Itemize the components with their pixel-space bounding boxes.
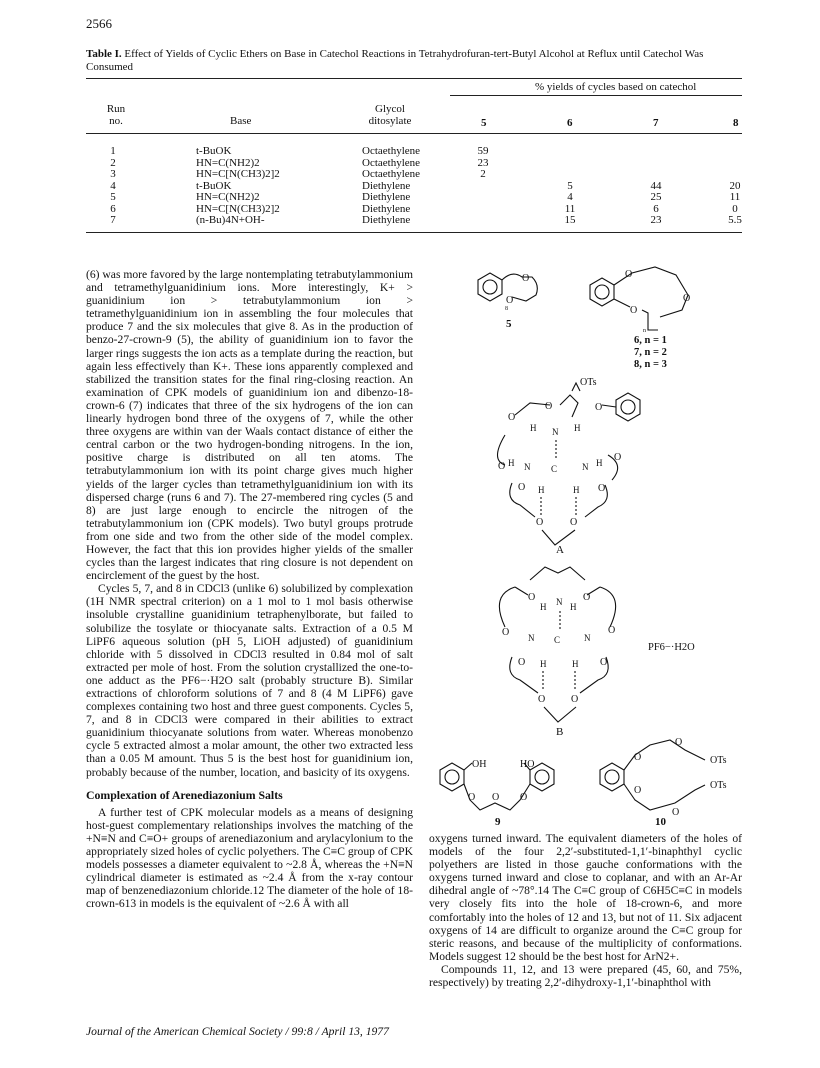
svg-text:O: O <box>492 792 500 803</box>
group-header-rule <box>450 95 742 96</box>
svg-text:C: C <box>554 635 561 645</box>
header-glycol: Glycol ditosylate <box>368 103 412 127</box>
svg-text:H: H <box>540 602 547 612</box>
table-cell-y7 <box>643 169 669 181</box>
svg-text:8: 8 <box>505 306 508 312</box>
svg-text:O: O <box>536 517 544 528</box>
table-cell-run: 4 <box>110 179 116 192</box>
label-B: B <box>556 726 564 738</box>
svg-text:N: N <box>528 633 535 643</box>
table-cell-y7: 25 <box>650 191 662 203</box>
left-text-column <box>86 268 413 911</box>
table-cell-glycol: Diethylene <box>362 202 411 215</box>
svg-text:O: O <box>583 592 591 603</box>
header-base: Base <box>230 115 252 127</box>
table-caption-text: Effect of Yields of Cyclic Ethers on Base in Catechol Reactions in Tetrahydrofuran-tert-Butyl Alcohol at Reflux until Catechol Was Consumed <box>86 48 704 73</box>
table-col-y8 <box>722 146 748 227</box>
table-cell-y7: 44 <box>650 179 662 192</box>
table-header-rule <box>86 133 742 134</box>
table-cell-run: 7 <box>110 214 116 226</box>
svg-text:O: O <box>468 792 476 803</box>
table-col-base <box>196 146 280 227</box>
svg-text:O: O <box>598 483 606 494</box>
table-col-y7 <box>643 146 669 227</box>
chemical-structures-figure <box>420 255 742 827</box>
table-cell-glycol: Octaethylene <box>362 145 421 157</box>
label-7: 7, n = 2 <box>634 347 667 358</box>
label-8: 8, n = 3 <box>634 359 667 370</box>
structure-A <box>498 377 641 556</box>
table-cell-y8: 5.5 <box>728 214 742 226</box>
table-cell-glycol: Diethylene <box>362 214 411 226</box>
journal-footer: Journal of the American Chemical Society / 99:8 / April 13, 1977 <box>86 1025 389 1038</box>
table-cell-y8: 11 <box>729 191 741 203</box>
svg-text:O: O <box>518 657 526 668</box>
table-cell-run: 2 <box>110 156 116 169</box>
table-cell-y7: 6 <box>653 202 659 215</box>
header-cycle-7: 7 <box>653 117 659 129</box>
page-number: 2566 <box>86 16 112 31</box>
header-run: Run no. <box>106 103 126 127</box>
table-col-y5 <box>470 146 496 227</box>
label-ots-2: OTs <box>710 780 727 791</box>
table-cell-y5 <box>470 192 496 204</box>
label-pf6: PF6−·H2O <box>648 642 695 653</box>
table-cell-y7: 23 <box>650 214 662 226</box>
table-cell-run: 5 <box>110 191 116 203</box>
table-cell-y6: 15 <box>564 214 576 226</box>
label-9: 9 <box>495 816 501 827</box>
section-heading: Complexation of Arenediazonium Salts <box>86 787 283 802</box>
svg-text:O: O <box>595 402 603 413</box>
header-cycle-5: 5 <box>481 117 487 129</box>
table-cell-y6 <box>557 169 583 181</box>
paragraph: Compounds 11, 12, and 13 were prepared (45, 60, and 75%, respectively) by treating 2,2′-dihydroxy-1,1′-binaphthol with <box>429 962 742 990</box>
svg-text:O: O <box>634 785 642 796</box>
svg-text:C: C <box>551 464 558 474</box>
svg-text:O: O <box>570 517 578 528</box>
table-cell-glycol: Octaethylene <box>362 168 421 180</box>
table-cell-glycol: Diethylene <box>362 179 411 192</box>
table-col-run <box>103 146 123 227</box>
table-cell-run: 1 <box>110 145 116 157</box>
table-cell-run: 3 <box>110 168 116 180</box>
table-group-header: % yields of cycles based on catechol <box>535 81 697 93</box>
table-cell-base: t-BuOK <box>196 179 232 192</box>
svg-text:O: O <box>672 807 680 818</box>
svg-text:O: O <box>675 737 683 748</box>
svg-text:H: H <box>530 423 537 433</box>
right-text-column <box>429 832 742 989</box>
paragraph: Cycles 5, 7, and 8 in CDCl3 (unlike 6) solubilized by complexation (1H NMR spectral criterion) on a 1 mol to 1 mol basis otherwise insoluble crystalline guanidinium tetraphenylborate, but failed to solubilize the tosylate or thiocyanate salts. Extraction of a 0.5 M LiPF6 aqueous solution (pH 5, LiOH adjusted) of guanidinium chloride with 5 dissolved in CDCl3 resulted in 0.84 mol of salt extracted per mole of host. From the solution crystallized the one-to-one adduct as the PF6−·H2O salt (probably structure B). Similar extractions of chloroform solutions of 7 and 8 (4 M LiPF6) gave complexes containing two host and three guest components. Cycles 5, 7, and 8 in CDCl3 were compared in their abilities to extract guanidinium thiocyanate solutions from water. Whereas monobenzo cycle 5 extracted almost a molar amount, the other two extracted less than a 0.05 M amount. Thus 5 is the best host for guanidinium ion, probably because of the number, location, and basicity of its oxygens. <box>86 582 413 779</box>
paragraph: oxygens turned inward. The equivalent diameters of the holes of models of the four 2,2′-substituted-1,1′-binaphthyl cyclic polyethers are listed in those gauche conformations with the oxygens turned inward and close to coplanar, and with an Ar-Ar dihedral angle of ~78°.14 The C≡C group of C6H5C≡C in models very closely fits into the hole of 18-crown-6, and more comfortably into the holes of 12 and 13, but not of 11. Six adjacent oxygens of 14 are difficult to organize around the C≡C group for steric reasons, and because of the multiplicity of conformations. Models suggest 12 should be the best host for ArN2+. <box>429 832 742 963</box>
svg-text:H: H <box>538 485 545 495</box>
table-col-glycol <box>362 146 420 227</box>
header-cycle-6: 6 <box>567 117 573 129</box>
label-ots-a: OTs <box>580 377 597 388</box>
header-cycle-8: 8 <box>733 117 739 129</box>
structure-10 <box>600 737 727 827</box>
table-cell-y8: 20 <box>729 179 741 192</box>
table-cell-base: t-BuOK <box>196 145 232 157</box>
table-top-rule <box>86 78 742 79</box>
label-10: 10 <box>655 816 666 827</box>
svg-text:H: H <box>596 458 603 468</box>
table-cell-y6: 4 <box>567 191 573 203</box>
table-cell-base: HN=C[N(CH3)2]2 <box>196 202 280 215</box>
svg-text:H: H <box>570 602 577 612</box>
table-cell-run: 6 <box>110 202 116 215</box>
svg-text:O: O <box>600 657 608 668</box>
table-cell-y5 <box>470 215 496 227</box>
label-A: A <box>556 544 564 556</box>
svg-text:H: H <box>574 423 581 433</box>
svg-text:O: O <box>683 293 691 304</box>
label-6: 6, n = 1 <box>634 335 667 346</box>
label-oh: OH <box>472 759 487 770</box>
svg-text:H: H <box>572 659 579 669</box>
table-cell-base: HN=C[N(CH3)2]2 <box>196 168 280 180</box>
svg-text:O: O <box>498 461 506 472</box>
svg-text:O: O <box>608 625 616 636</box>
svg-text:N: N <box>582 462 589 472</box>
label-ots-1: OTs <box>710 755 727 766</box>
svg-text:n: n <box>643 328 646 334</box>
svg-text:O: O <box>571 694 579 705</box>
table-col-y6 <box>557 146 583 227</box>
svg-text:O: O <box>520 792 528 803</box>
svg-text:O: O <box>538 694 546 705</box>
table-cell-base: (n-Bu)4N+OH- <box>196 214 265 226</box>
svg-text:N: N <box>556 597 563 607</box>
table-cell-y8: 0 <box>732 202 738 215</box>
svg-text:O: O <box>634 752 642 763</box>
table-cell-glycol: Diethylene <box>362 191 411 203</box>
table-cell-y6: 5 <box>567 179 573 192</box>
svg-text:N: N <box>552 427 559 437</box>
svg-text:O: O <box>502 627 510 638</box>
table-cell-glycol: Octaethylene <box>362 156 421 169</box>
svg-text:H: H <box>508 458 515 468</box>
paragraph: (6) was more favored by the large nontemplating tetrabutylammonium and tetramethylguanidinium ions. More interestingly, K+ > guanidinium ion > tetrabutylammonium ion > tetramethylguanidinium ion in assembling the four molecules that produce 7 and the six molecules that give 8. As in the production of benzo-27-crown-9 (5), the ability of guanidinium ion to favor the larger rings suggests the ion acts as a template during the reaction, but again less effectively than K+. These ions apparently complexed and stabilized the transition states for the final ring-closing reaction. An examination of CPK models of guanidinium ion and dibenzo-18-crown-6 (7) indicates that three of the six hydrogens of the ion can linearly hydrogen bond three of the oxygens of 7, while the other three oxygens are within van der Waals contact distance of either the central carbon or the two hydrogen-bonding nitrogens. In the ion, positive charge is distributed on all ten atoms. The tetrabutylammonium ion with its point charge gives much higher yields of the larger cycles than tetramethylguanidinium ion with its dispersed charge (runs 6 and 7). The 27-membered ring cycles (5 and 8) are just large enough to encircle the nitrogen of the tetrabutylammonium ion (CPK models). Two butyl groups protrude from one side and two from the other side of the model complex. However, the fact that this ion provides higher yields of the smaller cycles than the largest indicates that ring closure is not dependent on encirclement of the guest by the host. <box>86 268 413 583</box>
table-cell-y7 <box>643 146 669 158</box>
label-5: 5 <box>506 318 512 330</box>
structure-6-7-8 <box>590 267 690 370</box>
svg-text:O: O <box>545 401 553 412</box>
structure-9 <box>440 759 554 827</box>
table-cell-y6 <box>557 146 583 158</box>
table-cell-y5: 59 <box>477 145 489 157</box>
svg-text:N: N <box>524 462 531 472</box>
table-bottom-rule <box>86 232 742 233</box>
svg-text:O: O <box>625 269 633 280</box>
table-caption <box>86 48 742 74</box>
table-cell-base: HN=C(NH2)2 <box>196 156 260 169</box>
table-cell-base: HN=C(NH2)2 <box>196 191 260 203</box>
svg-text:O: O <box>630 305 638 316</box>
svg-text:O: O <box>614 452 622 463</box>
svg-text:O: O <box>506 295 514 306</box>
structure-B <box>499 567 695 738</box>
svg-text:O: O <box>522 273 530 284</box>
table-label: Table I. <box>86 48 122 60</box>
svg-text:O: O <box>508 412 516 423</box>
table-cell-y8 <box>722 146 748 158</box>
table-cell-y8 <box>722 169 748 181</box>
svg-text:O: O <box>528 592 536 603</box>
table-cell-y5: 2 <box>480 168 486 180</box>
svg-text:N: N <box>584 633 591 643</box>
table-cell-y5: 23 <box>477 156 489 169</box>
structure-5 <box>478 273 537 330</box>
svg-text:O: O <box>518 482 526 493</box>
paragraph: A further test of CPK molecular models as a means of designing host-guest complementary relationships involves the matching of the +N≡N and C≡O+ groups of arenediazonium and arylacylonium to the appropriately sized holes of cyclic polyethers. The C≡C group of CPK models possesses a diameter equivalent to ~2.8 Å, whereas the +N≡N cylindrical diameter is estimated as ~2.4 Å from the x-ray contour map of benzenediazonium chloride.12 The diameter of the hole of 18-crown-613 in models is the equivalent of ~2.6 Å with all <box>86 805 413 911</box>
table-cell-y6: 11 <box>564 202 576 215</box>
label-ho: HO <box>520 759 535 770</box>
svg-text:H: H <box>573 485 580 495</box>
svg-text:H: H <box>540 659 547 669</box>
